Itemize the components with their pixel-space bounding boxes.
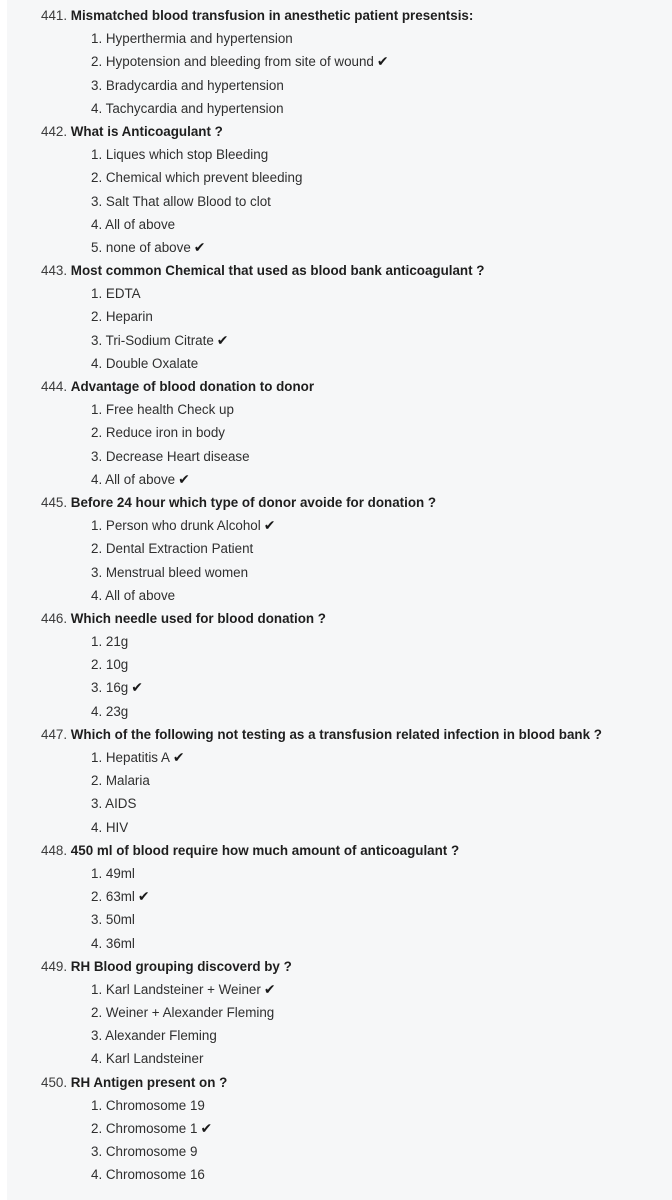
answer-option <box>7 50 672 73</box>
answer-option-label: 2. Chromosome 1 <box>91 1121 198 1136</box>
answer-option-label: 1. EDTA <box>91 286 141 302</box>
question-heading <box>7 723 672 746</box>
question-number: 442. <box>41 123 68 139</box>
question-number: 441. <box>41 8 68 23</box>
answer-option-label: 1. Karl Landsteiner + Weiner <box>91 981 261 997</box>
answer-option-label: 3. Chromosome 9 <box>91 1144 198 1160</box>
answer-option-label: 5. none of above <box>91 239 191 255</box>
answer-option-label: 2. Chemical which prevent bleeding <box>91 170 303 186</box>
question-block <box>7 375 672 491</box>
question-block <box>7 723 672 839</box>
answer-option <box>7 282 672 305</box>
answer-option <box>7 862 672 885</box>
question-text: Mismatched blood transfusion in anesthetic patient presentsis: <box>70 8 474 23</box>
check-mark-icon: ✔ <box>216 332 229 349</box>
answer-option-label: 4. Chromosome 16 <box>91 1167 205 1183</box>
answer-option-label: 4. 23g <box>91 703 129 719</box>
check-mark-icon: ✔ <box>178 471 190 488</box>
answer-option-label: 1. Free health Check up <box>91 402 234 418</box>
answer-option <box>7 908 672 931</box>
question-text: RH Antigen present on ? <box>70 1074 228 1090</box>
answer-option <box>7 630 672 653</box>
question-block <box>7 1071 672 1187</box>
answer-option <box>7 27 672 50</box>
question-sheet <box>7 0 672 1200</box>
answer-option-label: 4. 36ml <box>91 935 135 951</box>
question-heading <box>7 259 672 282</box>
answer-option <box>7 398 672 421</box>
answer-option <box>7 305 672 328</box>
check-mark-icon: ✔ <box>131 680 143 697</box>
answer-option <box>7 746 672 769</box>
answer-option <box>7 537 672 560</box>
answer-option-label: 3. Alexander Fleming <box>91 1028 217 1044</box>
answer-option <box>7 190 672 213</box>
question-block <box>7 4 672 120</box>
answer-option-label: 4. All of above <box>91 216 176 232</box>
check-mark-icon: ✔ <box>263 518 276 535</box>
question-block <box>7 120 672 259</box>
answer-option-label: 4. HIV <box>91 819 129 835</box>
answer-option <box>7 978 672 1001</box>
answer-option <box>7 445 672 468</box>
answer-option-label: 1. Chromosome 19 <box>91 1097 205 1113</box>
answer-option-label: 2. Weiner + Alexander Fleming <box>91 1005 275 1021</box>
answer-option <box>7 700 672 723</box>
answer-option <box>7 1117 672 1140</box>
check-mark-icon: ✔ <box>200 1121 213 1137</box>
answer-option <box>7 166 672 189</box>
answer-option-label: 3. Menstrual bleed women <box>91 564 249 580</box>
answer-option-label: 2. Heparin <box>91 309 153 325</box>
answer-option-label: 4. Double Oxalate <box>91 355 199 371</box>
answer-option <box>7 1047 672 1070</box>
question-text: Before 24 hour which type of donor avoide for donation ? <box>70 494 437 510</box>
answer-option <box>7 1024 672 1047</box>
question-block <box>7 607 672 723</box>
answer-option-label: 4. All of above <box>91 587 176 603</box>
answer-option-label: 3. 50ml <box>91 912 135 928</box>
answer-option-label: 1. Person who drunk Alcohol <box>91 518 261 534</box>
answer-option-label: 3. 16g <box>91 680 129 696</box>
question-heading <box>7 955 672 978</box>
question-heading <box>7 1071 672 1094</box>
answer-option <box>7 352 672 375</box>
question-number: 446. <box>41 610 68 626</box>
answer-option-label: 4. Karl Landsteiner <box>91 1051 204 1067</box>
check-mark-icon: ✔ <box>376 54 389 71</box>
answer-option-label: 3. Bradycardia and hypertension <box>91 77 284 93</box>
question-heading <box>7 375 672 398</box>
answer-option-label: 2. 10g <box>91 657 129 673</box>
answer-option-label: 3. AIDS <box>91 796 137 812</box>
question-text: What is Anticoagulant ? <box>70 123 223 139</box>
question-number: 444. <box>41 379 68 394</box>
answer-option-label: 4. Tachycardia and hypertension <box>91 100 284 116</box>
answer-option-label: 1. Liques which stop Bleeding <box>91 147 269 163</box>
question-number: 443. <box>41 263 68 279</box>
answer-option <box>7 468 672 491</box>
answer-option-label: 2. 63ml <box>91 889 135 905</box>
question-text: Which of the following not testing as a transfusion related infection in blood bank ? <box>70 726 602 742</box>
answer-option-label: 2. Reduce iron in body <box>91 425 225 441</box>
question-number: 447. <box>41 726 68 742</box>
check-mark-icon: ✔ <box>193 239 206 256</box>
question-text: 450 ml of blood require how much amount of anticoagulant ? <box>70 842 460 858</box>
question-number: 445. <box>41 494 68 510</box>
answer-option <box>7 514 672 537</box>
question-heading <box>7 4 672 27</box>
question-heading <box>7 839 672 862</box>
answer-option <box>7 816 672 839</box>
question-number: 449. <box>41 958 68 974</box>
check-mark-icon: ✔ <box>137 889 150 906</box>
answer-option <box>7 932 672 955</box>
question-text: RH Blood grouping discoverd by ? <box>70 958 292 974</box>
question-heading <box>7 607 672 630</box>
answer-option <box>7 769 672 792</box>
answer-option <box>7 1140 672 1163</box>
answer-option <box>7 236 672 259</box>
question-number: 450. <box>41 1074 68 1090</box>
answer-option <box>7 1001 672 1024</box>
question-block <box>7 839 672 955</box>
answer-option <box>7 584 672 607</box>
answer-option <box>7 213 672 236</box>
answer-option <box>7 1163 672 1186</box>
question-heading <box>7 491 672 514</box>
answer-option <box>7 97 672 120</box>
answer-option <box>7 885 672 908</box>
answer-option-label: 2. Hypotension and bleeding from site of wound <box>91 54 374 70</box>
check-mark-icon: ✔ <box>172 750 185 766</box>
answer-option-label: 4. All of above <box>91 471 176 487</box>
question-text: Advantage of blood donation to donor <box>70 379 315 394</box>
answer-option-label: 3. Salt That allow Blood to clot <box>91 193 271 209</box>
answer-option <box>7 676 672 699</box>
answer-option <box>7 329 672 352</box>
answer-option-label: 1. 21g <box>91 634 129 650</box>
answer-option-label: 3. Tri-Sodium Citrate <box>91 332 214 348</box>
answer-option <box>7 561 672 584</box>
question-block <box>7 491 672 607</box>
question-text: Most common Chemical that used as blood bank anticoagulant ? <box>70 263 485 279</box>
answer-option-label: 3. Decrease Heart disease <box>91 448 250 464</box>
answer-option <box>7 1094 672 1117</box>
question-text: Which needle used for blood donation ? <box>70 610 326 626</box>
check-mark-icon: ✔ <box>263 981 276 998</box>
question-block <box>7 259 672 375</box>
answer-option-label: 1. Hyperthermia and hypertension <box>91 31 293 47</box>
answer-option-label: 2. Dental Extraction Patient <box>91 541 254 557</box>
answer-option <box>7 792 672 815</box>
answer-option <box>7 143 672 166</box>
answer-option-label: 1. 49ml <box>91 865 135 881</box>
answer-option-label: 1. Hepatitis A <box>91 750 170 765</box>
answer-option-label: 2. Malaria <box>91 773 150 789</box>
question-heading <box>7 120 672 143</box>
answer-option <box>7 653 672 676</box>
question-block <box>7 955 672 1071</box>
question-number: 448. <box>41 842 68 858</box>
answer-option <box>7 74 672 97</box>
answer-option <box>7 421 672 444</box>
